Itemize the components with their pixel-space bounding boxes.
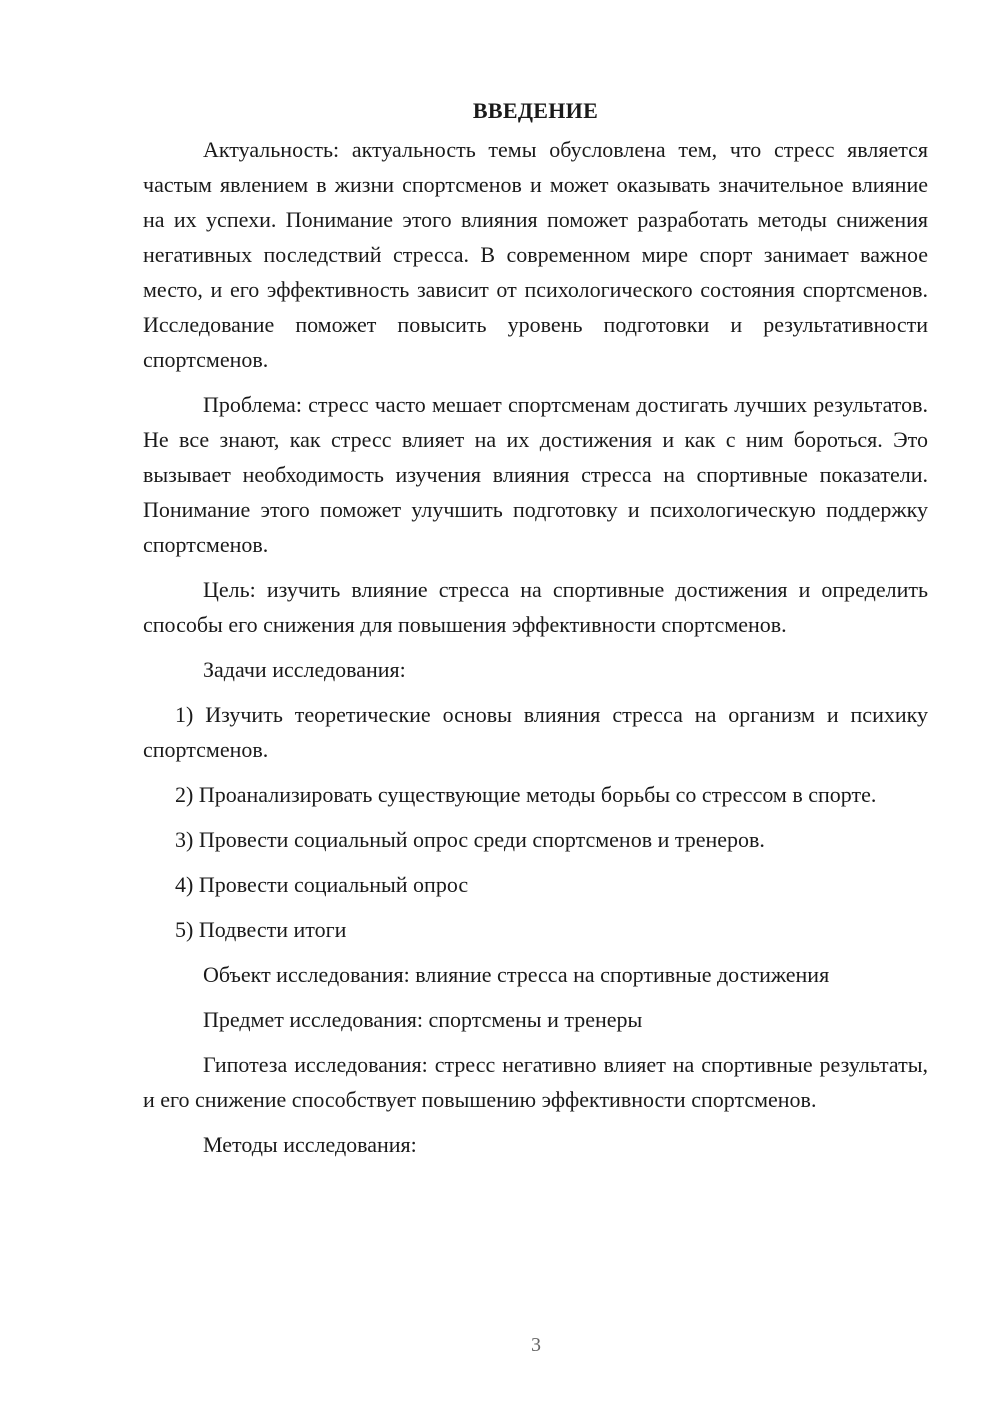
list-item: 5) Подвести итоги: [175, 917, 347, 942]
paragraph-subject: Предмет исследования: спортсмены и тренеры: [203, 1007, 643, 1032]
tasks-heading: Задачи исследования:: [203, 657, 406, 682]
list-item: 1) Изучить теоретические основы влияния стресса на организм и психику спортсменов.: [143, 702, 928, 762]
document-page: [143, 96, 928, 1172]
list-item: 2) Проанализировать существующие методы борьбы со стрессом в спорте.: [175, 782, 877, 807]
paragraph-object: Объект исследования: влияние стресса на спортивные достижения: [203, 962, 830, 987]
methods-heading: Методы исследования:: [203, 1132, 417, 1157]
paragraph-problem: Проблема: стресс часто мешает спортсменам достигать лучших результатов. Не все знают, как стресс влияет на их достижения и как с ним бороться. Это вызывает необходимость изучения влияния стресса на спортивные показатели. Понимание этого поможет улучшить подготовку и психологическую поддержку спортсменов.: [143, 392, 928, 557]
page-title: ВВЕДЕНИЕ: [472, 98, 599, 123]
list-item: 4) Провести социальный опрос: [175, 872, 469, 897]
paragraph-goal: Цель: изучить влияние стресса на спортивные достижения и определить способы его снижения для повышения эффективности спортсменов.: [143, 577, 928, 637]
tasks-list: [143, 697, 928, 947]
paragraph-hypothesis: Гипотеза исследования: стресс негативно влияет на спортивные результаты, и его снижение способствует повышению эффективности спортсменов.: [143, 1052, 928, 1112]
page-number: 3: [531, 1334, 541, 1356]
paragraph-relevance: Актуальность: актуальность темы обусловлена тем, что стресс является частым явлением в жизни спортсменов и может оказывать значительное влияние на их успехи. Понимание этого влияния поможет разработать методы снижения негативных последствий стресса. В современном мире спорт занимает важное место, и его эффективность зависит от психологического состояния спортсменов. Исследование поможет повысить уровень подготовки и результативности спортсменов.: [143, 137, 928, 372]
list-item: 3) Провести социальный опрос среди спортсменов и тренеров.: [175, 827, 765, 852]
